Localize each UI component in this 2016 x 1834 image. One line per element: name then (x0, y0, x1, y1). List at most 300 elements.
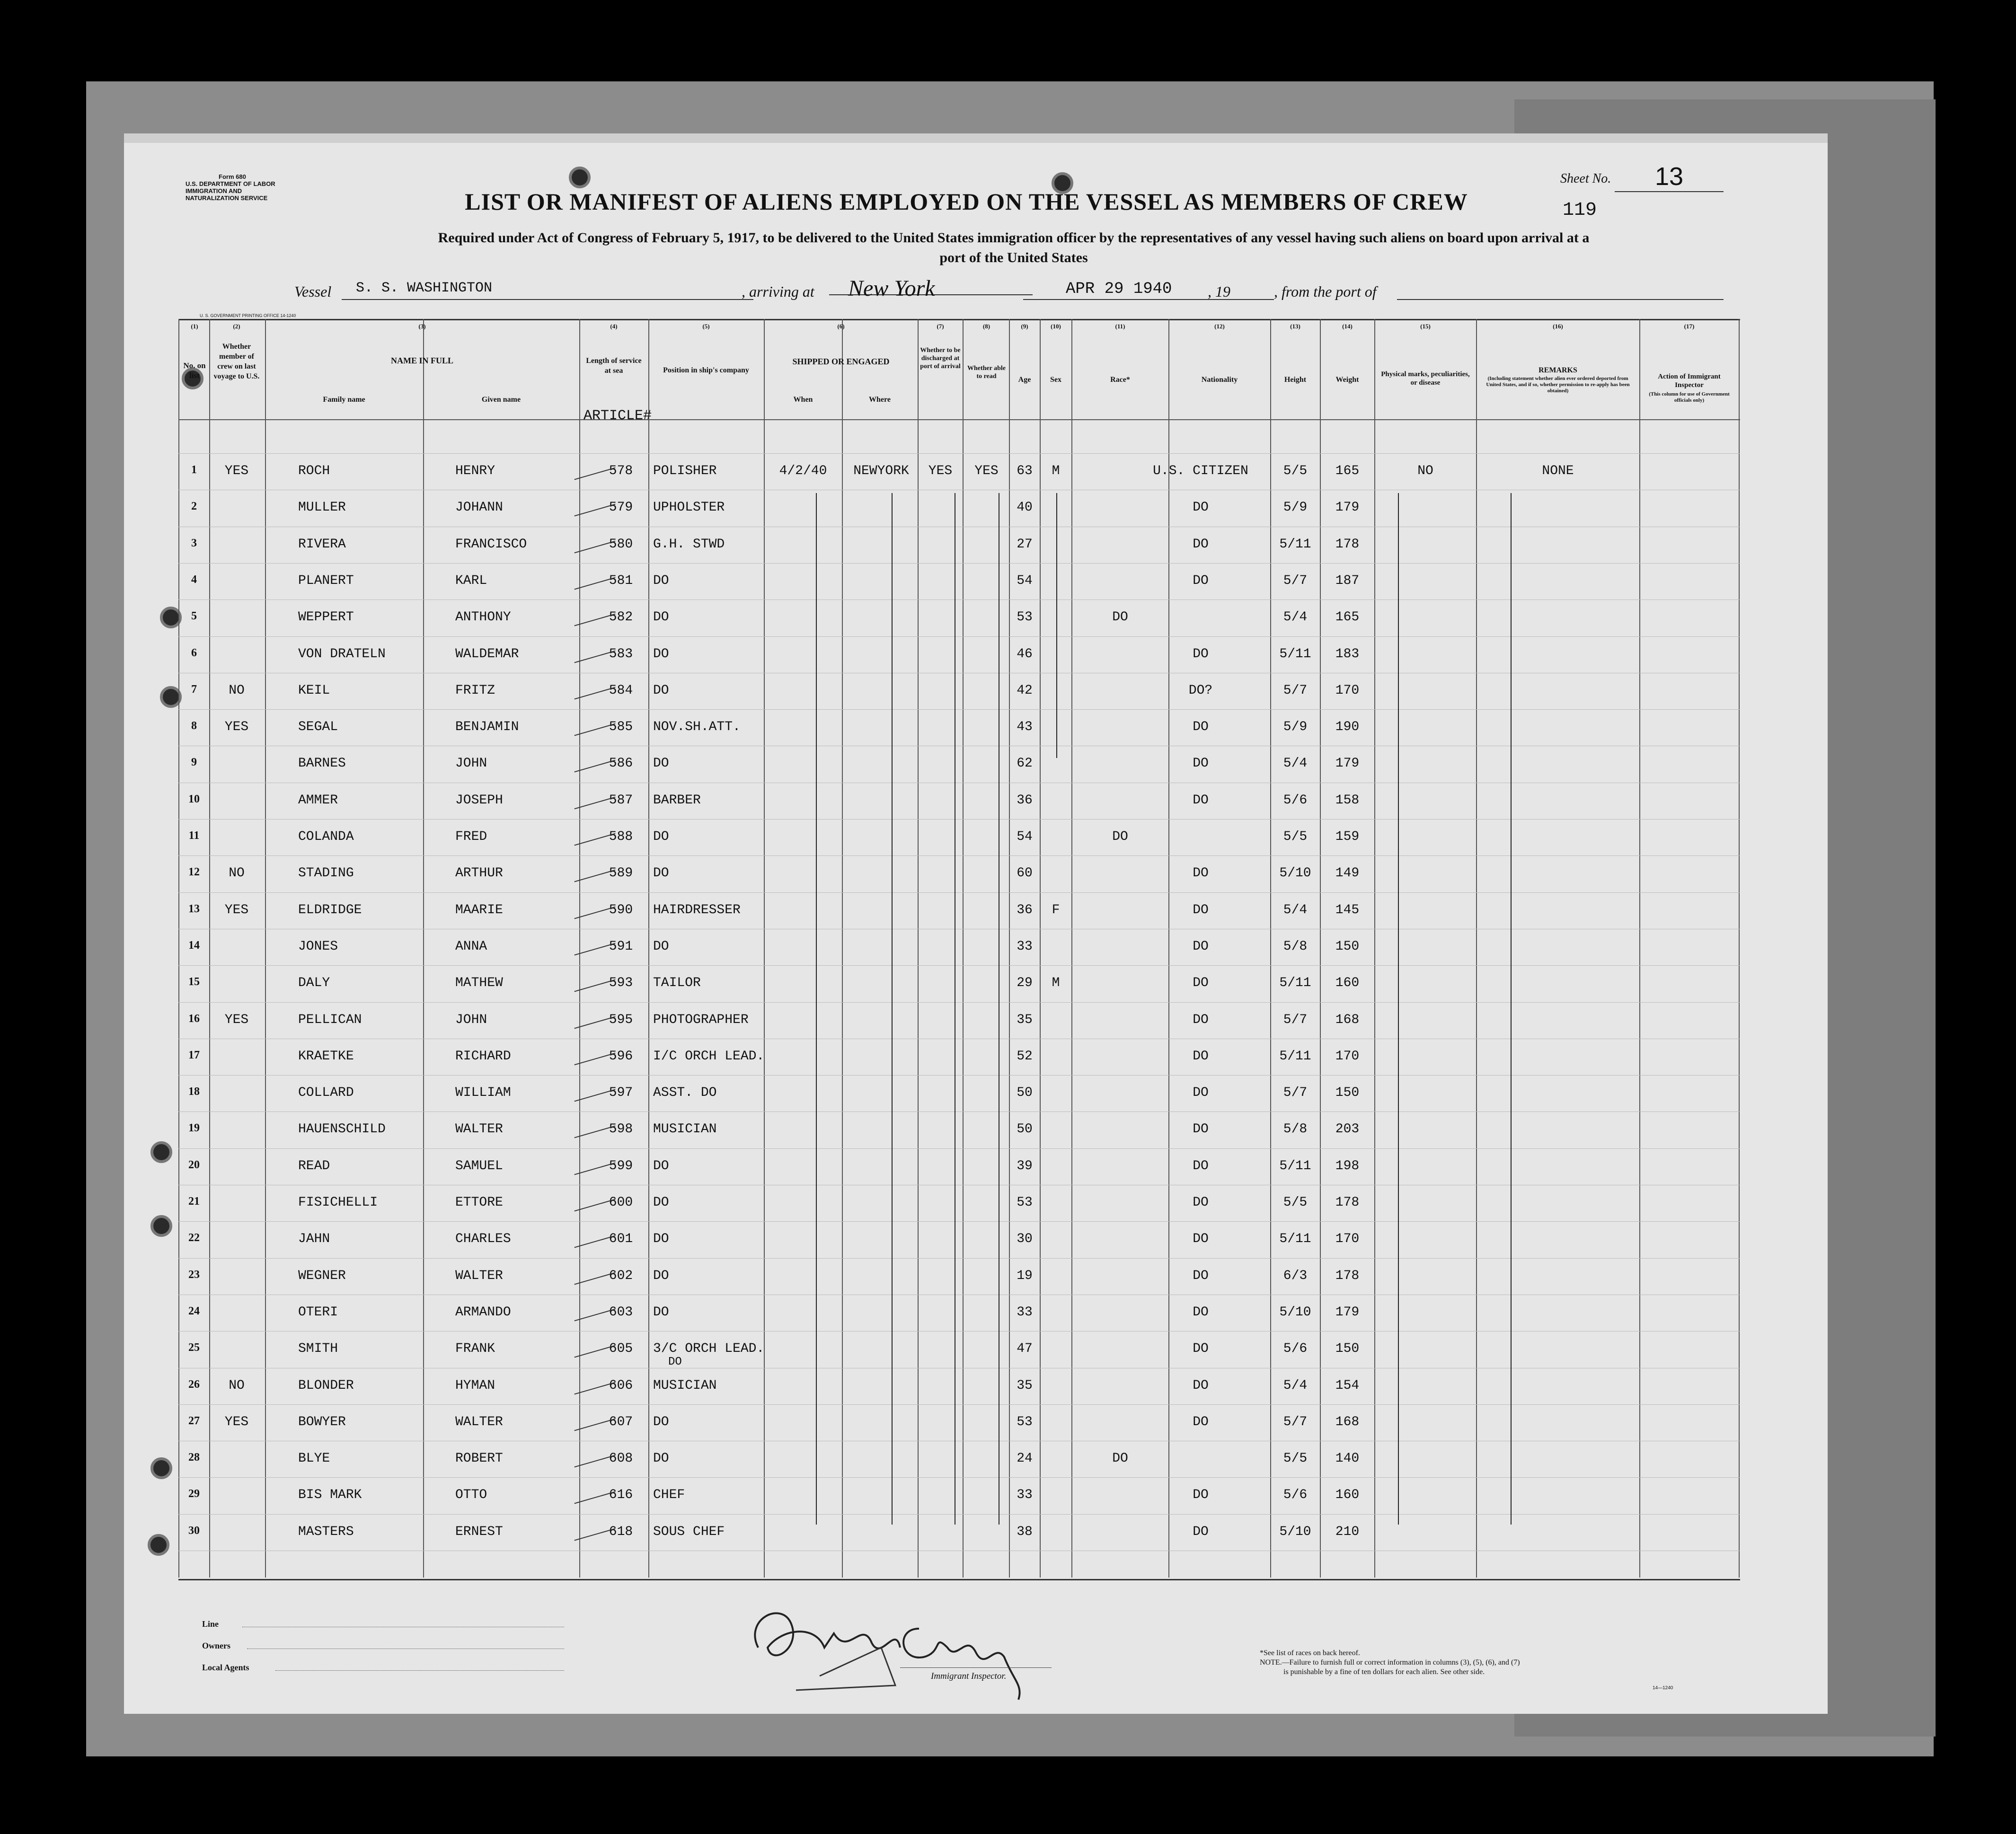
cell-family: KEIL (298, 683, 330, 698)
cell-weight: 170 (1335, 1232, 1360, 1247)
shipped-when-header: When (793, 396, 813, 404)
cell-no: 14 (188, 939, 200, 952)
form-number: Form 680 (219, 173, 246, 180)
footnote-line: NOTE.—Failure to furnish full or correct information in columns (3), (5), (6), and (7) (1260, 1658, 1520, 1666)
col-4-number: (4) (610, 323, 618, 330)
cell-given: FRANCISCO (455, 537, 527, 552)
cell-family: ELDRIDGE (298, 902, 362, 917)
cell-family: BARNES (298, 756, 346, 771)
cell-position: DO (653, 610, 669, 625)
cell-age: 39 (1017, 1158, 1033, 1173)
cell-weight: 150 (1335, 1341, 1360, 1357)
cell-no: 11 (188, 829, 200, 842)
cell-position: ASST. DO (653, 1085, 717, 1101)
cell-no: 3 (191, 537, 197, 549)
col-3-header: NAME IN FULL (390, 356, 453, 365)
cell-article: 588 (609, 829, 633, 844)
cell-no: 1 (191, 464, 197, 476)
row-divider (178, 709, 1740, 710)
family-name-header: Family name (323, 396, 365, 404)
cell-nationality: DO (1193, 976, 1209, 991)
cell-weight: 187 (1335, 573, 1360, 588)
cell-age: 54 (1017, 829, 1033, 844)
article-note: ARTICLE# (583, 408, 652, 424)
cell-family: AMMER (298, 793, 338, 808)
cell-family: PELLICAN (298, 1012, 362, 1027)
printing-office-note: U. S. GOVERNMENT PRINTING OFFICE 14-1240 (200, 313, 296, 318)
cell-sex: M (1052, 976, 1060, 991)
cell-no: 18 (188, 1085, 200, 1098)
cell-discharged: YES (928, 464, 953, 478)
cell-given: WALTER (455, 1122, 503, 1137)
service-name: IMMIGRATION AND NATURALIZATION SERVICE (186, 187, 268, 202)
owners-label: Owners (202, 1641, 230, 1650)
cell-read: YES (974, 464, 999, 478)
column-divider (963, 319, 964, 1578)
cell-height: 5/4 (1283, 610, 1308, 625)
cell-given: FRANK (455, 1341, 495, 1357)
cell-prev: NO (229, 866, 245, 881)
cell-article: 582 (609, 610, 633, 625)
page-title: LIST OR MANIFEST OF ALIENS EMPLOYED ON THE VESSEL AS MEMBERS OF CREW (465, 188, 1468, 215)
cell-height: 5/11 (1279, 1158, 1311, 1173)
cell-family: BOWYER (298, 1414, 346, 1429)
cell-position: NOV.SH.ATT. (653, 720, 741, 735)
footnote-line: *See list of races on back hereof. (1260, 1649, 1360, 1657)
cell-given: CHARLES (455, 1232, 511, 1247)
cell-article: 618 (609, 1524, 633, 1539)
cell-given: ETTORE (455, 1195, 503, 1210)
cell-age: 36 (1017, 902, 1033, 917)
cell-given: JOSEPH (455, 793, 503, 808)
cell-given: JOHN (455, 1012, 487, 1027)
column-divider (1071, 319, 1072, 1578)
cell-age: 63 (1017, 464, 1033, 478)
cell-given: WALTER (455, 1414, 503, 1429)
column-divider (423, 319, 424, 1578)
column-divider (579, 319, 580, 1578)
cell-height: 5/5 (1283, 829, 1308, 844)
cell-age: 27 (1017, 537, 1033, 552)
col-5-number: (5) (702, 323, 710, 330)
cell-height: 5/6 (1283, 1341, 1308, 1357)
cell-position: MUSICIAN (653, 1122, 717, 1137)
cell-nationality: DO (1193, 1268, 1209, 1283)
col-12-number: (12) (1214, 323, 1225, 330)
cell-age: 29 (1017, 976, 1033, 991)
col-10-header: Sex (1050, 376, 1061, 384)
cell-weight: 183 (1335, 646, 1360, 661)
col-14-header: Weight (1335, 376, 1359, 384)
cell-nationality: DO (1193, 939, 1209, 954)
cell-no: 25 (188, 1341, 200, 1354)
cell-weight: 168 (1335, 1012, 1360, 1027)
cell-family: BLONDER (298, 1378, 354, 1393)
cell-age: 54 (1017, 573, 1033, 588)
cell-position: DO (653, 866, 669, 881)
binder-hole-icon (150, 1457, 172, 1479)
cell-no: 15 (188, 976, 200, 988)
cell-when: 4/2/40 (779, 464, 827, 478)
ditto-line (1511, 493, 1512, 1525)
cell-prev: NO (229, 683, 245, 698)
cell-article: 606 (609, 1378, 633, 1393)
cell-family: VON DRATELN (298, 646, 386, 661)
cell-age: 24 (1017, 1451, 1033, 1466)
cell-given: FRITZ (455, 683, 495, 698)
cell-article: 597 (609, 1085, 633, 1101)
cell-nationality: DO (1193, 720, 1209, 735)
cell-article: 598 (609, 1122, 633, 1137)
cell-weight: 160 (1335, 976, 1360, 991)
cell-weight: 210 (1335, 1524, 1360, 1539)
cell-no: 9 (191, 756, 197, 769)
cell-age: 53 (1017, 1414, 1033, 1429)
manifest-page (124, 133, 1828, 1714)
cell-no: 29 (188, 1488, 200, 1500)
cell-age: 38 (1017, 1524, 1033, 1539)
cell-family: SMITH (298, 1341, 338, 1357)
cell-given: FRED (455, 829, 487, 844)
arriving-label: , arriving at (742, 283, 814, 300)
form-code: 14—1240 (1653, 1685, 1673, 1691)
cell-prev: YES (224, 720, 249, 735)
year-label: , 19 (1208, 283, 1230, 300)
row-divider (178, 1075, 1740, 1076)
cell-height: 5/5 (1283, 1195, 1308, 1210)
cell-age: 47 (1017, 1341, 1033, 1357)
cell-no: 22 (188, 1232, 200, 1244)
footnote (1260, 1649, 1520, 1677)
cell-height: 5/4 (1283, 1378, 1308, 1393)
cell-given: SAMUEL (455, 1158, 503, 1173)
cell-article: 587 (609, 793, 633, 808)
cell-given: RICHARD (455, 1049, 511, 1064)
cell-nationality: DO (1193, 1232, 1209, 1247)
cell-age: 52 (1017, 1049, 1033, 1064)
cell-given: MAARIE (455, 902, 503, 917)
cell-age: 53 (1017, 610, 1033, 625)
cell-weight: 198 (1335, 1158, 1360, 1173)
cell-position: BARBER (653, 793, 701, 808)
cell-no: 2 (191, 500, 197, 513)
cell-weight: 178 (1335, 1195, 1360, 1210)
year-field (1236, 280, 1274, 300)
shipped-where-header: Where (869, 396, 891, 404)
cell-nationality: DO (1193, 1158, 1209, 1173)
cell-article: 596 (609, 1049, 633, 1064)
cell-age: 35 (1017, 1378, 1033, 1393)
cell-position: DO (653, 1305, 669, 1320)
row-divider (178, 1477, 1740, 1478)
col-10-number: (10) (1051, 323, 1061, 330)
cell-age: 35 (1017, 1012, 1033, 1027)
cell-nationality: DO (1193, 1049, 1209, 1064)
cell-position: DO (653, 683, 669, 698)
inspector-label: Immigrant Inspector. (931, 1671, 1007, 1681)
cell-nationality: DO (1193, 1085, 1209, 1101)
cell-sex: M (1052, 464, 1060, 478)
cell-race: DO (1112, 829, 1128, 844)
cell-weight: 149 (1335, 866, 1360, 881)
col-16-subheader: (Including statement whether alien ever ordered deported from United States, and if so, whether permission to re-apply has been obtained) (1486, 376, 1630, 394)
cell-age: 42 (1017, 683, 1033, 698)
cell-nationality: DO (1193, 1524, 1209, 1539)
binder-hole-icon (150, 1141, 172, 1163)
col-6-header: SHIPPED OR ENGAGED (792, 357, 890, 366)
col-16-header: REMARKS (1539, 366, 1577, 374)
cell-no: 16 (188, 1012, 200, 1025)
cell-family: FISICHELLI (298, 1195, 378, 1210)
cell-position: 3/C ORCH LEAD. (653, 1341, 765, 1357)
cell-position: DO (653, 573, 669, 588)
cell-position: DO (653, 1268, 669, 1283)
cell-age: 30 (1017, 1232, 1033, 1247)
cell-height: 5/8 (1283, 1122, 1308, 1137)
cell-family: WEGNER (298, 1268, 346, 1283)
subtitle (214, 228, 1813, 268)
col-13-number: (13) (1290, 323, 1300, 330)
cell-given: ANTHONY (455, 610, 511, 625)
cell-weight: 170 (1335, 1049, 1360, 1064)
cell-article: 602 (609, 1268, 633, 1283)
cell-given: WALDEMAR (455, 646, 519, 661)
cell-age: 50 (1017, 1122, 1033, 1137)
cell-height: 6/3 (1283, 1268, 1308, 1283)
cell-weight: 190 (1335, 720, 1360, 735)
cell-family: SEGAL (298, 720, 338, 735)
cell-article: 600 (609, 1195, 633, 1210)
cell-weight: 158 (1335, 793, 1360, 808)
col-3-number: (3) (418, 323, 426, 330)
cell-position: DO (653, 756, 669, 771)
col-14-number: (14) (1342, 323, 1353, 330)
column-divider (1374, 319, 1375, 1578)
cell-article: 584 (609, 683, 633, 698)
binder-hole-icon (148, 1534, 169, 1556)
cell-position: DO (653, 646, 669, 661)
cell-nationality: DO (1193, 866, 1209, 881)
cell-family: DALY (298, 976, 330, 991)
cell-position-second-line: DO (668, 1356, 682, 1369)
col-15-header: Physical marks, peculiarities, or disease (1381, 370, 1470, 387)
column-divider (209, 319, 210, 1578)
row-divider (178, 636, 1740, 637)
cell-article: 579 (609, 500, 633, 515)
cell-nationality: DO (1193, 1012, 1209, 1027)
cell-weight: 179 (1335, 500, 1360, 515)
cell-position: SOUS CHEF (653, 1524, 725, 1539)
paper-top-edge (124, 133, 1828, 143)
cell-weight: 140 (1335, 1451, 1360, 1466)
cell-age: 46 (1017, 646, 1033, 661)
col-11-number: (11) (1115, 323, 1125, 330)
col-9-number: (9) (1021, 323, 1028, 330)
inspector-line (900, 1667, 1052, 1668)
cell-family: COLLARD (298, 1085, 354, 1101)
local-agents-label: Local Agents (202, 1663, 249, 1672)
cell-weight: 165 (1335, 464, 1360, 478)
cell-age: 62 (1017, 756, 1033, 771)
cell-no: 10 (188, 793, 200, 805)
cell-height: 5/4 (1283, 902, 1308, 917)
cell-position: DO (653, 939, 669, 954)
cell-no: 21 (188, 1195, 200, 1208)
cell-age: 50 (1017, 1085, 1033, 1101)
cell-position: DO (653, 1195, 669, 1210)
col-9-header: Age (1018, 376, 1031, 384)
cell-article: 605 (609, 1341, 633, 1357)
vessel-label: Vessel (294, 283, 332, 300)
cell-family: PLANERT (298, 573, 354, 588)
cell-given: ARMANDO (455, 1305, 511, 1320)
cell-weight: 165 (1335, 610, 1360, 625)
cell-family: KRAETKE (298, 1049, 354, 1064)
inspector-signature (739, 1591, 1052, 1704)
cell-given: WALTER (455, 1268, 503, 1283)
cell-family: BLYE (298, 1451, 330, 1466)
cell-height: 5/11 (1279, 976, 1311, 991)
cell-weight: 168 (1335, 1414, 1360, 1429)
cell-position: DO (653, 1158, 669, 1173)
cell-age: 33 (1017, 1488, 1033, 1503)
cell-age: 40 (1017, 500, 1033, 515)
cell-family: RIVERA (298, 537, 346, 552)
row-divider (178, 965, 1740, 966)
row-divider (178, 1258, 1740, 1259)
cell-weight: 150 (1335, 1085, 1360, 1101)
cell-race: DO (1112, 610, 1128, 625)
cell-nationality: DO (1193, 573, 1209, 588)
cell-height: 5/11 (1279, 646, 1311, 661)
row-divider (178, 892, 1740, 893)
cell-article: 599 (609, 1158, 633, 1173)
cell-prev: YES (224, 1414, 249, 1429)
cell-age: 33 (1017, 939, 1033, 954)
cell-age: 33 (1017, 1305, 1033, 1320)
col-7-number: (7) (937, 323, 944, 330)
cell-weight: 179 (1335, 1305, 1360, 1320)
cell-given: ERNEST (455, 1524, 503, 1539)
cell-article: 601 (609, 1232, 633, 1247)
cell-height: 5/5 (1283, 1451, 1308, 1466)
cell-height: 5/9 (1283, 720, 1308, 735)
cell-no: 27 (188, 1414, 200, 1427)
cell-nationality: DO (1193, 793, 1209, 808)
cell-family: STADING (298, 866, 354, 881)
cell-article: 591 (609, 939, 633, 954)
cell-given: JOHANN (455, 500, 503, 515)
cell-no: 12 (188, 866, 200, 879)
cell-family: MASTERS (298, 1524, 354, 1539)
ditto-line (1398, 493, 1399, 1525)
local-agents-field (275, 1670, 564, 1671)
column-divider (1739, 319, 1740, 1578)
column-divider (1476, 319, 1477, 1578)
column-divider (1009, 319, 1010, 1578)
given-name-header: Given name (481, 396, 521, 404)
cell-prev: YES (224, 464, 249, 478)
vessel-field: S. S. WASHINGTON (342, 280, 753, 300)
cell-weight: 178 (1335, 1268, 1360, 1283)
cell-weight: 170 (1335, 683, 1360, 698)
cell-nationality: DO (1193, 1488, 1209, 1503)
column-divider (265, 319, 266, 1578)
cell-article: 583 (609, 646, 633, 661)
cell-no: 8 (191, 720, 197, 732)
cell-no: 23 (188, 1268, 200, 1281)
cell-given: HYMAN (455, 1378, 495, 1393)
col-8-header: Whether able to read (967, 365, 1006, 380)
cell-given: ANNA (455, 939, 487, 954)
cell-sex: F (1052, 902, 1060, 917)
cell-article: 585 (609, 720, 633, 735)
cell-prev: NO (229, 1378, 245, 1393)
cell-race: DO (1112, 1451, 1128, 1466)
cell-weight: 179 (1335, 756, 1360, 771)
col-7-header: Whether to be discharged at port of arrival (920, 347, 961, 370)
cell-height: 5/7 (1283, 1012, 1308, 1027)
cell-position: MUSICIAN (653, 1378, 717, 1393)
cell-nationality: DO (1193, 1414, 1209, 1429)
cell-weight: 178 (1335, 537, 1360, 552)
ditto-line (1056, 493, 1057, 758)
cell-height: 5/7 (1283, 683, 1308, 698)
column-divider (842, 319, 843, 1578)
cell-position: PHOTOGRAPHER (653, 1012, 749, 1027)
cell-height: 5/6 (1283, 793, 1308, 808)
column-divider (648, 319, 649, 1578)
row-divider (178, 819, 1740, 820)
col-12-header: Nationality (1201, 376, 1238, 384)
footnote-line: is punishable by a fine of ten dollars for each alien. See other side. (1283, 1668, 1485, 1676)
col-16-number: (16) (1553, 323, 1563, 330)
cell-position: TAILOR (653, 976, 701, 991)
cell-family: MULLER (298, 500, 346, 515)
column-divider (1320, 319, 1321, 1578)
sheet-label: Sheet No. (1560, 171, 1611, 186)
cell-height: 5/6 (1283, 1488, 1308, 1503)
cell-no: 5 (191, 610, 197, 623)
cell-position: UPHOLSTER (653, 500, 725, 515)
col-2-header: Whether member of crew on last voyage to U.S. (213, 343, 260, 380)
row-divider (178, 1148, 1740, 1149)
cell-nationality: DO (1193, 1341, 1209, 1357)
col-17-number: (17) (1684, 323, 1695, 330)
cell-article: 589 (609, 866, 633, 881)
col-4-header: Length of service at sea (586, 357, 642, 375)
cell-height: 5/5 (1283, 464, 1308, 478)
arriving-port-field: New York (829, 275, 1033, 295)
cell-weight: 159 (1335, 829, 1360, 844)
cell-family: READ (298, 1158, 330, 1173)
cell-no: 17 (188, 1049, 200, 1061)
row-divider (178, 563, 1740, 564)
row-divider (178, 1404, 1740, 1405)
cell-height: 5/4 (1283, 756, 1308, 771)
date-stamp: APR 29 1940 (1023, 280, 1246, 300)
cell-family: BIS MARK (298, 1488, 362, 1503)
cell-article: 581 (609, 573, 633, 588)
cell-height: 5/10 (1279, 1305, 1311, 1320)
row-divider (178, 855, 1740, 856)
cell-article: 578 (609, 464, 633, 478)
cell-nationality: DO? (1188, 683, 1213, 698)
row-divider (178, 1514, 1740, 1515)
cell-position: I/C ORCH LEAD. (653, 1049, 765, 1064)
from-port-field (1397, 280, 1724, 300)
cell-remarks: NONE (1542, 464, 1574, 478)
